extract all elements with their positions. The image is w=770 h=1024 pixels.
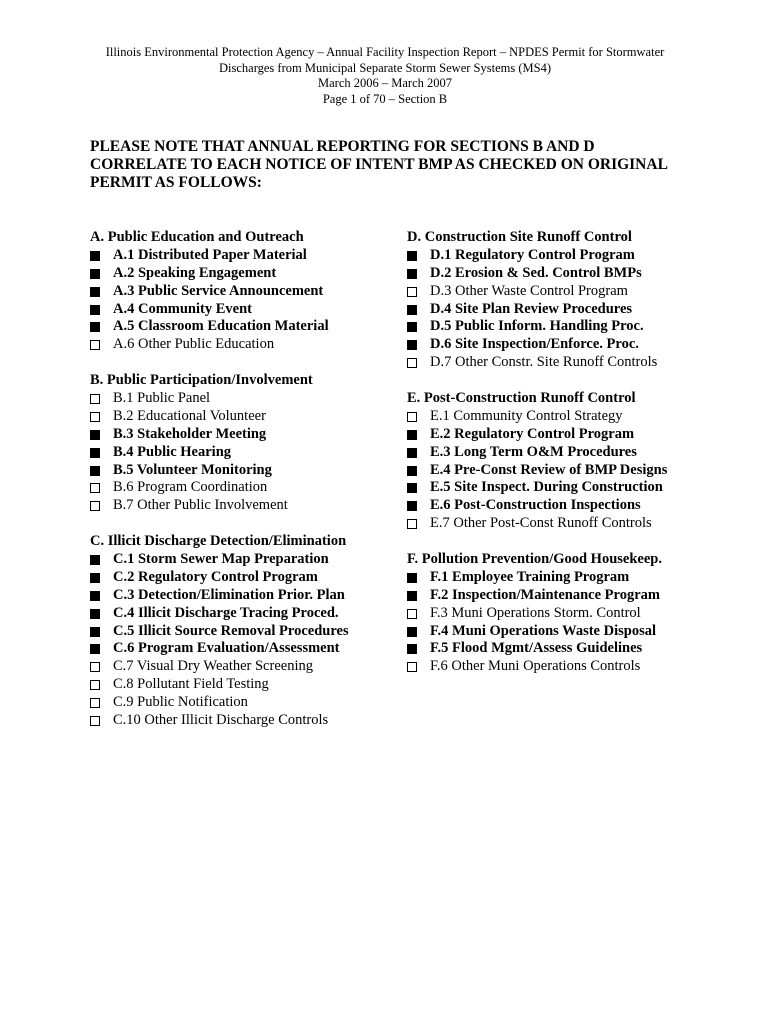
- checklist-item: [407, 283, 727, 301]
- checklist-item-label: A.2 Speaking Engagement: [113, 264, 277, 281]
- section-title: A. Public Education and Outreach: [90, 229, 304, 245]
- checked-box-icon[interactable]: [407, 430, 417, 440]
- checklist-item-label: B.1 Public Panel: [113, 390, 211, 407]
- checklist-item: [407, 426, 727, 444]
- unchecked-box-icon[interactable]: [407, 412, 417, 422]
- checklist-item: [90, 462, 400, 480]
- checklist-item: [407, 587, 727, 605]
- checklist-item-label: B.3 Stakeholder Meeting: [113, 425, 267, 442]
- notice-line-3: PERMIT AS FOLLOWS:: [90, 174, 262, 191]
- section-a: [90, 229, 400, 354]
- checklist-item: [407, 515, 727, 533]
- checklist-item-label: A.4 Community Event: [113, 300, 252, 317]
- checked-box-icon[interactable]: [90, 448, 100, 458]
- section-f: [407, 551, 727, 676]
- checklist-item: [407, 658, 727, 676]
- checklist-item: [90, 694, 400, 712]
- section-e: [407, 390, 727, 533]
- checked-box-icon[interactable]: [90, 269, 100, 279]
- checklist-item-label: B.5 Volunteer Monitoring: [113, 461, 272, 478]
- unchecked-box-icon[interactable]: [90, 680, 100, 690]
- section-title: F. Pollution Prevention/Good Housekeep.: [407, 551, 662, 568]
- checked-box-icon[interactable]: [90, 287, 100, 297]
- checked-box-icon[interactable]: [407, 340, 417, 350]
- unchecked-box-icon[interactable]: [90, 394, 100, 404]
- checklist-item-label: C.5 Illicit Source Removal Procedures: [113, 622, 349, 639]
- checked-box-icon[interactable]: [90, 430, 100, 440]
- checklist-item-label: C.4 Illicit Discharge Tracing Proced.: [113, 604, 339, 621]
- checked-box-icon[interactable]: [90, 609, 100, 619]
- checklist-item: [407, 318, 727, 336]
- checklist-item: [407, 444, 727, 462]
- section-d: [407, 229, 727, 372]
- checklist-item-label: C.8 Pollutant Field Testing: [113, 676, 269, 693]
- checklist-item-label: F.1 Employee Training Program: [430, 568, 630, 585]
- checklist-item-label: F.2 Inspection/Maintenance Program: [430, 586, 660, 603]
- unchecked-box-icon[interactable]: [407, 287, 417, 297]
- unchecked-box-icon[interactable]: [90, 340, 100, 350]
- checklist-item-label: E.3 Long Term O&M Procedures: [430, 443, 637, 460]
- checklist-item-label: D.3 Other Waste Control Program: [430, 282, 628, 299]
- checklist-item: [90, 444, 400, 462]
- checklist-item: [90, 426, 400, 444]
- checklist-item-label: D.7 Other Constr. Site Runoff Controls: [430, 354, 658, 371]
- unchecked-box-icon[interactable]: [407, 662, 417, 672]
- checklist-item: [407, 265, 727, 283]
- checklist-item-label: F.4 Muni Operations Waste Disposal: [430, 622, 656, 639]
- checklist-item-label: A.1 Distributed Paper Material: [113, 246, 307, 263]
- checked-box-icon[interactable]: [90, 644, 100, 654]
- section-b: [90, 372, 400, 515]
- checklist-item-label: C.10 Other Illicit Discharge Controls: [113, 712, 329, 729]
- checklist-item-label: E.6 Post-Construction Inspections: [430, 497, 641, 514]
- unchecked-box-icon[interactable]: [407, 358, 417, 368]
- checklist-item: [90, 569, 400, 587]
- page-header: [0, 45, 770, 107]
- checklist-item: [90, 551, 400, 569]
- checklist-item: [90, 247, 400, 265]
- checklist-item-label: C.7 Visual Dry Weather Screening: [113, 658, 313, 675]
- checklist-item: [90, 712, 400, 730]
- checklist-item-label: B.6 Program Coordination: [113, 479, 268, 496]
- checklist-item: [407, 301, 727, 319]
- section-title: B. Public Participation/Involvement: [90, 372, 313, 389]
- checklist-item: [407, 640, 727, 658]
- checked-box-icon[interactable]: [90, 591, 100, 601]
- checklist-item-label: D.1 Regulatory Control Program: [430, 246, 635, 263]
- checklist-item-label: D.4 Site Plan Review Procedures: [430, 300, 633, 317]
- checked-box-icon[interactable]: [90, 555, 100, 565]
- checklist-item-label: E.5 Site Inspect. During Construction: [430, 479, 663, 496]
- section-title: D. Construction Site Runoff Control: [407, 229, 632, 245]
- notice-line-2: CORRELATE TO EACH NOTICE OF INTENT BMP AS CHECKED ON ORIGINAL: [90, 156, 668, 173]
- checked-box-icon[interactable]: [407, 644, 417, 654]
- checklist-item: [407, 247, 727, 265]
- unchecked-box-icon[interactable]: [90, 716, 100, 726]
- unchecked-box-icon[interactable]: [407, 519, 417, 529]
- checked-box-icon[interactable]: [407, 251, 417, 261]
- checklist-item-label: A.5 Classroom Education Material: [113, 318, 329, 335]
- checked-box-icon[interactable]: [407, 501, 417, 511]
- checklist-item-label: B.4 Public Hearing: [113, 443, 232, 460]
- checked-box-icon[interactable]: [90, 305, 100, 315]
- checked-box-icon[interactable]: [90, 251, 100, 261]
- checklist-item: [90, 336, 400, 354]
- checklist-item: [90, 605, 400, 623]
- checklist-item-label: C.6 Program Evaluation/Assessment: [113, 640, 340, 657]
- checklist-item: [407, 408, 727, 426]
- checklist-item: [90, 265, 400, 283]
- checklist-item-label: F.3 Muni Operations Storm. Control: [430, 604, 641, 621]
- checklist-item-label: B.2 Educational Volunteer: [113, 407, 266, 424]
- checklist-item: [90, 318, 400, 336]
- checked-box-icon[interactable]: [407, 466, 417, 476]
- checked-box-icon[interactable]: [407, 591, 417, 601]
- checklist-item-label: E.7 Other Post-Const Runoff Controls: [430, 515, 652, 532]
- checked-box-icon[interactable]: [407, 322, 417, 332]
- checklist-item: [90, 676, 400, 694]
- checklist-item-label: E.4 Pre-Const Review of BMP Designs: [430, 461, 668, 478]
- checklist-item-label: B.7 Other Public Involvement: [113, 497, 288, 514]
- checklist-item: [90, 408, 400, 426]
- checklist-item: [407, 479, 727, 497]
- checked-box-icon[interactable]: [407, 305, 417, 315]
- checklist-item: [90, 658, 400, 676]
- checklist-item-label: A.6 Other Public Education: [113, 336, 275, 353]
- checklist-item: [407, 605, 727, 623]
- left-column: [90, 229, 400, 748]
- checklist-item: [407, 497, 727, 515]
- checked-box-icon[interactable]: [407, 269, 417, 279]
- header-page-number: Page 1 of 70 – Section B: [322, 91, 448, 106]
- checklist-item: [90, 390, 400, 408]
- checklist-item-label: C.1 Storm Sewer Map Preparation: [113, 551, 329, 568]
- section-c: [90, 533, 400, 730]
- header-agency-line: Illinois Environmental Protection Agency – Annual Facility Inspection Report – NPDES Permit for Stormwater: [105, 45, 665, 59]
- checklist-item-label: F.6 Other Muni Operations Controls: [430, 658, 641, 675]
- checklist-item-label: E.2 Regulatory Control Program: [430, 425, 635, 442]
- checked-box-icon[interactable]: [90, 573, 100, 583]
- checklist-item: [90, 283, 400, 301]
- checklist-item: [90, 497, 400, 515]
- checklist-item-label: E.1 Community Control Strategy: [430, 407, 623, 424]
- checked-box-icon[interactable]: [407, 448, 417, 458]
- checklist-item-label: C.9 Public Notification: [113, 694, 248, 711]
- checklist-item: [90, 623, 400, 641]
- checked-box-icon[interactable]: [90, 322, 100, 332]
- checked-box-icon[interactable]: [90, 466, 100, 476]
- checklist-item: [90, 301, 400, 319]
- section-title: E. Post-Construction Runoff Control: [407, 390, 636, 407]
- checked-box-icon[interactable]: [407, 627, 417, 637]
- header-date-range: March 2006 – March 2007: [318, 76, 452, 90]
- checklist-item: [407, 569, 727, 587]
- checklist-item: [407, 336, 727, 354]
- checklist-item-label: F.5 Flood Mgmt/Assess Guidelines: [430, 640, 643, 657]
- unchecked-box-icon[interactable]: [90, 501, 100, 511]
- checklist-item: [90, 587, 400, 605]
- checklist-item-label: A.3 Public Service Announcement: [113, 282, 324, 299]
- unchecked-box-icon[interactable]: [90, 698, 100, 708]
- checked-box-icon[interactable]: [407, 573, 417, 583]
- checklist-item-label: C.2 Regulatory Control Program: [113, 568, 318, 585]
- section-title: C. Illicit Discharge Detection/Elimination: [90, 533, 347, 550]
- unchecked-box-icon[interactable]: [90, 662, 100, 672]
- checklist-item-label: D.2 Erosion & Sed. Control BMPs: [430, 264, 642, 281]
- checklist-item: [90, 640, 400, 658]
- checklist-item-label: D.6 Site Inspection/Enforce. Proc.: [430, 336, 639, 353]
- checked-box-icon[interactable]: [407, 483, 417, 493]
- checklist-item: [90, 479, 400, 497]
- notice-line-1: PLEASE NOTE THAT ANNUAL REPORTING FOR SECTIONS B AND D: [90, 138, 595, 155]
- header-permit-line: Discharges from Municipal Separate Storm Sewer Systems (MS4): [218, 60, 551, 75]
- checklist-item-label: C.3 Detection/Elimination Prior. Plan: [113, 586, 345, 603]
- checklist-item: [407, 623, 727, 641]
- checklist-item: [407, 354, 727, 372]
- right-column: [407, 229, 727, 694]
- reporting-notice: [90, 138, 710, 192]
- unchecked-box-icon[interactable]: [90, 412, 100, 422]
- checked-box-icon[interactable]: [90, 627, 100, 637]
- checklist-item-label: D.5 Public Inform. Handling Proc.: [430, 318, 644, 335]
- unchecked-box-icon[interactable]: [90, 483, 100, 493]
- checklist-item: [407, 462, 727, 480]
- unchecked-box-icon[interactable]: [407, 609, 417, 619]
